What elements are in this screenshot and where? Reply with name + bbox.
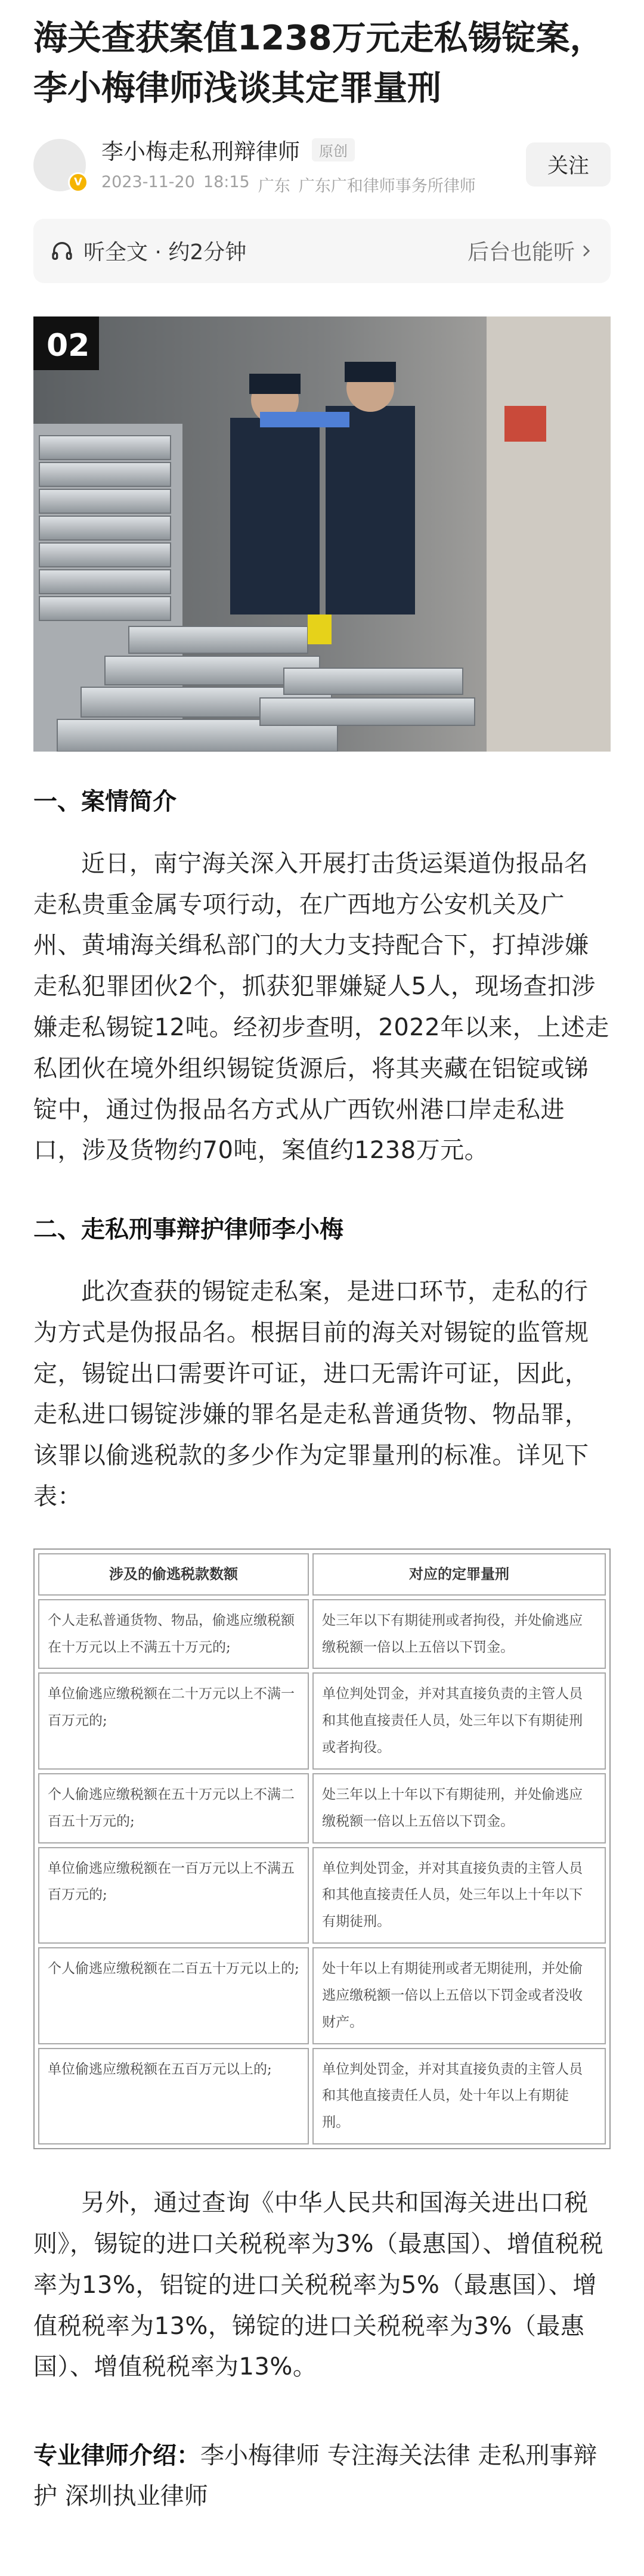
table-cell-penalty: 处十年以上有期徒刑或者无期徒刑，并处偷逃应缴税额一倍以上五倍以下罚金或者没收财产。 (312, 1947, 606, 2044)
lawyer-intro-label: 专业律师介绍： (33, 2442, 200, 2470)
article-title: 海关查获案值1238万元走私锡锭案，李小梅律师浅谈其定罪量刑 (33, 18, 604, 108)
table-cell-penalty: 处三年以下有期徒刑或者拘役，并处偷逃应缴税额一倍以上五倍以下罚金。 (312, 1599, 606, 1669)
lawyer-intro-text: 李小梅律师 专注海关法律 走私刑事辩护 深圳执业律师 (33, 2442, 597, 2510)
table-header-tax: 涉及的偷逃税款数额 (38, 1553, 309, 1596)
author-org: 广东广和律师事务所律师 (298, 177, 476, 196)
table-cell-tax: 个人偷逃应缴税额在五十万元以上不满二百五十万元的; (38, 1773, 309, 1843)
table-cell-penalty: 单位判处罚金，并对其直接负责的主管人员和其他直接责任人员，处十年以上有期徒刑。 (312, 2048, 606, 2145)
table-row (38, 1672, 606, 1770)
penalty-table (33, 1548, 611, 2149)
section-heading-case: 一、案情简介 (33, 787, 177, 815)
table-cell-tax: 个人走私普通货物、物品，偷逃应缴税额在十万元以上不满五十万元的; (38, 1599, 309, 1669)
headphones-icon (50, 239, 74, 263)
table-row (38, 2048, 606, 2145)
listen-bar[interactable] (33, 219, 611, 283)
v-badge-icon: V (68, 172, 88, 193)
table-header-row (38, 1553, 606, 1596)
publish-time: 18:15 (203, 173, 250, 192)
section-heading-lawyer: 二、走私刑事辩护律师李小梅 (33, 1216, 343, 1244)
follow-button[interactable]: 关注 (526, 142, 611, 187)
original-tag: 原创 (312, 138, 355, 162)
table-cell-penalty: 单位判处罚金，并对其直接负责的主管人员和其他直接责任人员，处三年以上十年以下有期徒刑。 (312, 1847, 606, 1944)
listen-background-label: 后台也能听 (467, 240, 575, 265)
publish-date: 2023-11-20 (101, 173, 195, 192)
table-cell-tax: 单位偷逃应缴税额在五百万元以上的; (38, 2048, 309, 2145)
table-cell-tax: 单位偷逃应缴税额在一百万元以上不满五百万元的; (38, 1847, 309, 1944)
listen-background-button[interactable] (467, 235, 594, 266)
table-row (38, 1773, 606, 1843)
table-cell-tax: 单位偷逃应缴税额在二十万元以上不满一百万元的; (38, 1672, 309, 1770)
section-paragraph-analysis: 此次查获的锡锭走私案，是进口环节，走私的行为方式是伪报品名。根据目前的海关对锡锭的监管规定，锡锭出口需要许可证，进口无需许可证，因此，走私进口锡锭涉嫌的罪名是走私普通货物、物品罪，该罪以偷逃税款的多少作为定罪量刑的标准。详见下表： (33, 1278, 589, 1511)
table-row (38, 1947, 606, 2044)
table-cell-penalty: 处三年以上十年以下有期徒刑，并处偷逃应缴税额一倍以上五倍以下罚金。 (312, 1773, 606, 1843)
table-header-penalty: 对应的定罪量刑 (312, 1553, 606, 1596)
listen-label: 听全文 · 约2分钟 (83, 240, 247, 265)
article-photo[interactable] (33, 316, 611, 752)
publish-location: 广东 (258, 177, 290, 196)
table-row (38, 1847, 606, 1944)
author-name[interactable]: 李小梅走私刑辩律师 (101, 139, 300, 165)
closing-paragraph: 另外，通过查询《中华人民共和国海关进出口税则》，锡锭的进口关税税率为3%（最惠国）、增值税税率为13%，铝锭的进口关税税率为5%（最惠国）、增值税税率为13%，锑锭的进口关税税率为3%（最惠国）、增值税税率为13%。 (33, 2189, 603, 2381)
author-row (33, 135, 611, 195)
table-cell-penalty: 单位判处罚金，并对其直接负责的主管人员和其他直接责任人员，处三年以下有期徒刑或者拘役。 (312, 1672, 606, 1770)
table-cell-tax: 个人偷逃应缴税额在二百五十万元以上的; (38, 1947, 309, 2044)
avatar[interactable] (33, 139, 86, 191)
chevron-right-icon (578, 243, 594, 259)
photo-badge: 02 (47, 327, 90, 364)
lawyer-intro (33, 2435, 611, 2540)
table-row (38, 1599, 606, 1669)
section-paragraph-case: 近日，南宁海关深入开展打击货运渠道伪报品名走私贵重金属专项行动，在广西地方公安机关及广州、黄埔海关缉私部门的大力支持配合下，打掉涉嫌走私犯罪团伙2个，抓获犯罪嫌疑人5人，现场查扣涉嫌走私锡锭12吨。经初步查明，2022年以来，上述走私团伙在境外组织锡锭货源后，将其夹藏在铝锭或锑锭中，通过伪报品名方式从广西钦州港口岸走私进口，涉及货物约70吨，案值约1238万元。 (33, 849, 609, 1165)
